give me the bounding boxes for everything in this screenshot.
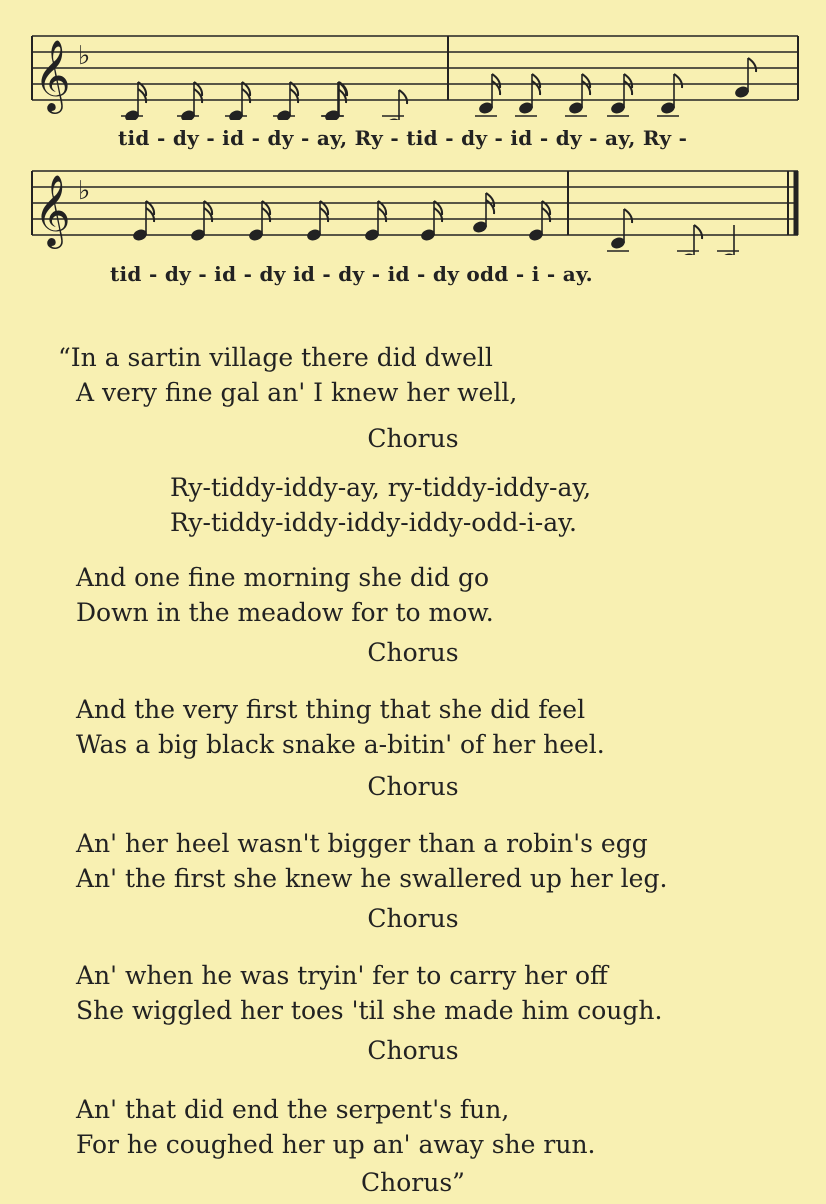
verse-line: An' that did end the serpent's fun, [76,1095,510,1124]
chorus-label: Chorus [367,638,459,667]
chorus-label: Chorus [367,1036,459,1065]
lyrics-line-2: tid - dy - id - dy id - dy - id - dy odd - i - ay. [110,262,593,286]
music-note [382,90,407,120]
music-note [657,74,682,116]
verse-line: A very fine gal an' I knew her well, [76,378,518,407]
verse-line: Down in the meadow for to mow. [76,598,494,627]
music-note [565,74,590,116]
music-note [717,225,739,255]
verse-6 [76,1092,596,1162]
music-note [132,201,154,242]
music-note [677,225,702,255]
music-note [607,74,632,116]
music-note [121,82,146,120]
music-staff-1 [28,30,808,120]
flat-icon: ♭ [78,176,91,206]
verse-line: An' the first she knew he swallered up her leg. [76,864,668,893]
chorus-label: Chorus [367,424,459,453]
refrain-line-1: Ry-tiddy-iddy-ay, ry-tiddy-iddy-ay, [170,473,592,502]
music-note [420,201,442,242]
music-note [528,201,550,242]
chorus-label: Chorus [367,904,459,933]
chorus-label: Chorus” [361,1168,465,1197]
music-note [225,82,250,120]
music-note [475,74,500,116]
chorus-refrain [170,470,591,540]
chorus-label: Chorus [367,772,459,801]
music-note [177,82,202,120]
music-note [248,201,270,242]
verse-line: An' her heel wasn't bigger than a robin's egg [76,829,648,858]
verse-line: “In a sartin village there did dwell [58,343,493,372]
verse-line: An' when he was tryin' fer to carry her off [76,961,608,990]
music-note [273,82,298,120]
lyrics-line-1: tid - dy - id - dy - ay, Ry - tid - dy - id - dy - ay, Ry - [118,126,688,150]
verse-line: And the very first thing that she did feel [76,695,586,724]
verse-4 [76,826,667,896]
music-note [364,201,386,242]
treble-clef-icon: 𝄞 [34,173,71,246]
music-note [734,58,756,99]
treble-clef-icon: 𝄞 [34,38,71,111]
verse-line: And one fine morning she did go [76,563,490,592]
music-note [515,74,540,116]
music-note [306,201,328,242]
verse-line: Was a big black snake a-bitin' of her heel. [76,730,605,759]
verse-5 [76,958,662,1028]
music-note [190,201,212,242]
flat-icon: ♭ [78,41,91,71]
music-note [472,193,494,234]
music-note [607,209,632,251]
verse-3 [76,692,605,762]
verse-line: For he coughed her up an' away she run. [76,1130,596,1159]
refrain-line-2: Ry-tiddy-iddy-iddy-iddy-odd-i-ay. [170,508,577,537]
verse-line: She wiggled her toes 'til she made him cough. [76,996,663,1025]
verse-2 [76,560,494,630]
verse-1 [58,340,517,410]
music-staff-2 [28,165,808,255]
